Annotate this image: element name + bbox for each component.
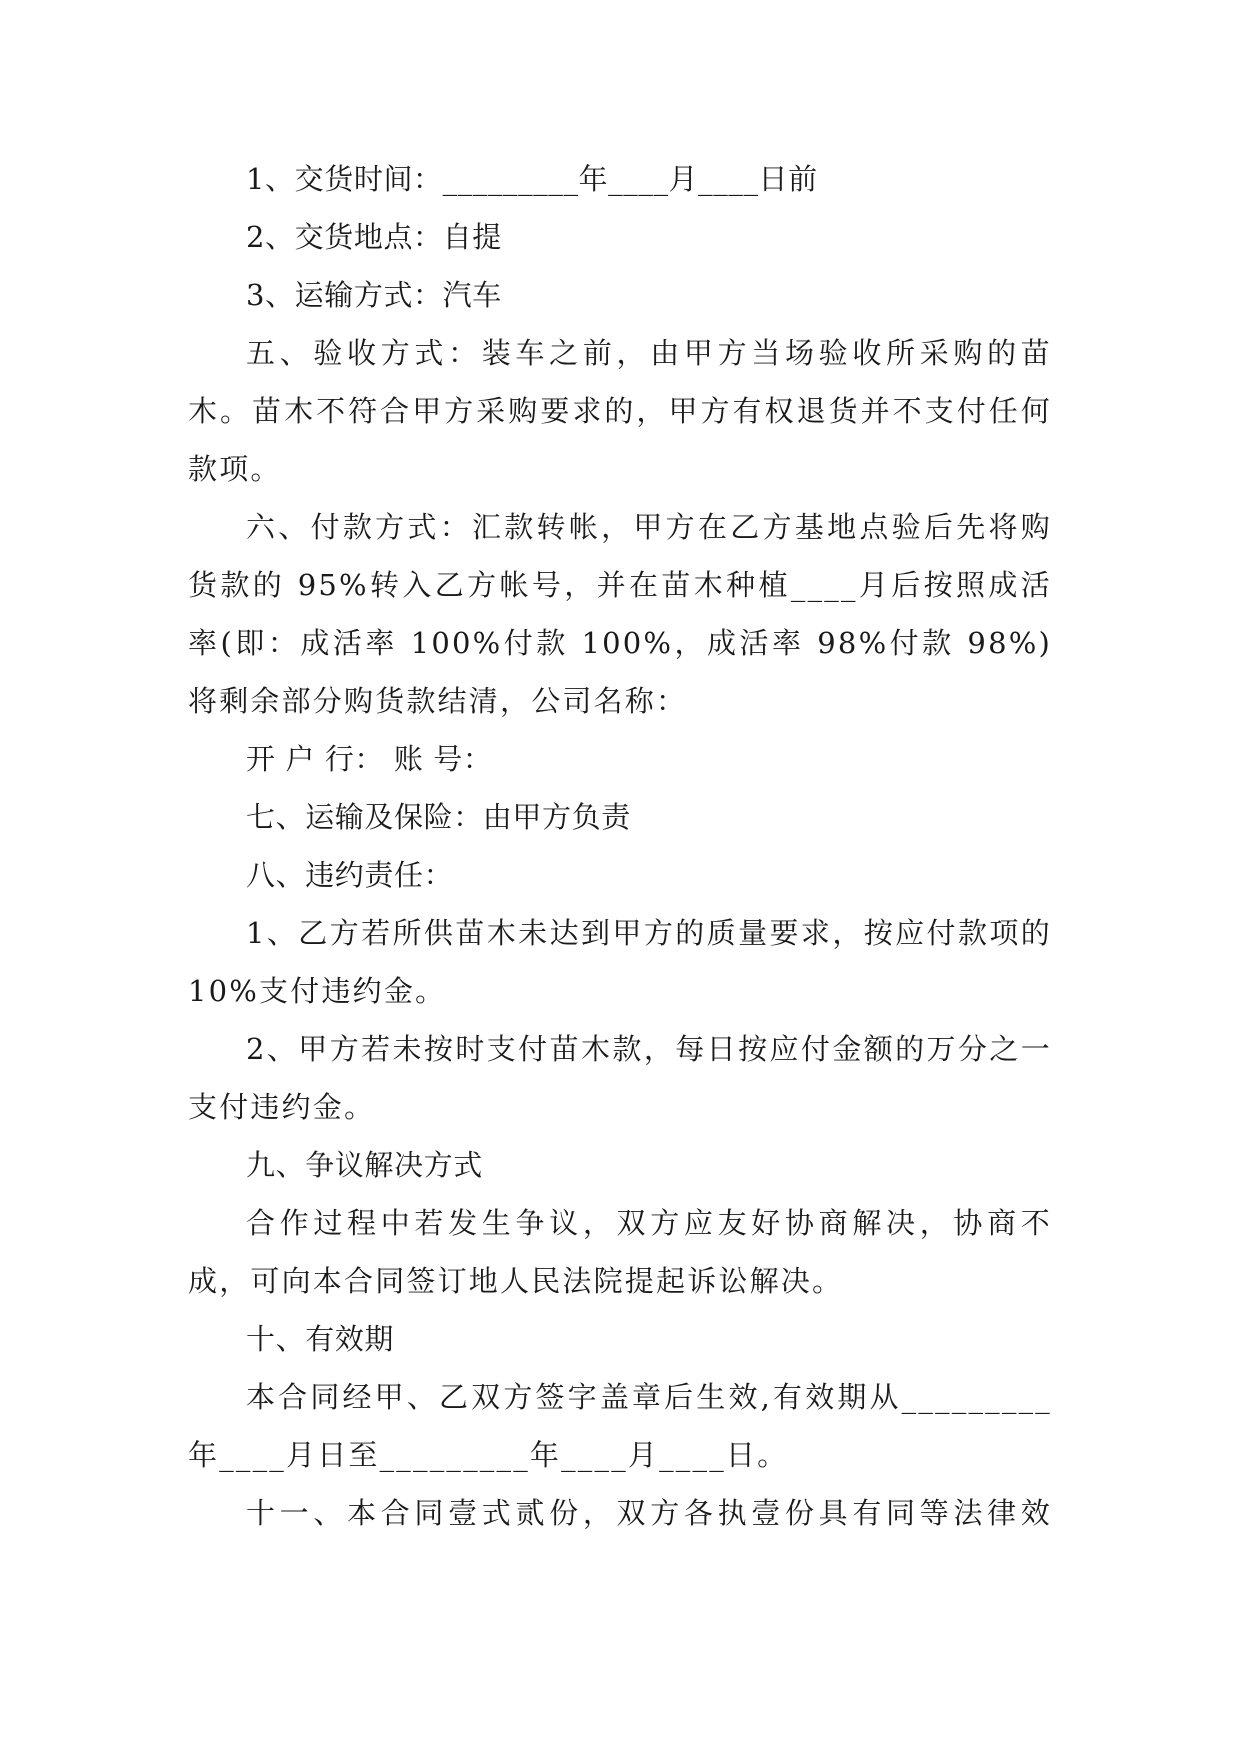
section-transport-insurance: 七、运输及保险：由甲方负责 xyxy=(246,800,631,834)
section-dispute-heading: 九、争议解决方式 xyxy=(246,1148,483,1182)
liability-item-1: 1、乙方若所供苗木未达到甲方的质量要求，按应付款项的 10%支付违约金。 xyxy=(188,916,1052,1008)
validity-text: 本合同经甲、乙双方签字盖章后生效,有效期从_________年____月日至_________年____月____日。 xyxy=(188,1380,1052,1472)
section-acceptance: 五、验收方式：装车之前，由甲方当场验收所采购的苗木。苗木不符合甲方采购要求的，甲方有权退货并不支付任何款项。 xyxy=(188,336,1052,486)
transport-method: 3、运输方式：汽车 xyxy=(246,278,502,312)
section-payment: 六、付款方式：汇款转帐，甲方在乙方基地点验后先将购货款的 95%转入乙方帐号，并在苗木种植____月后按照成活率(即：成活率 100%付款 100%，成活率 98%付款 98%)将剩余部分购货款结清，公司名称： xyxy=(188,510,1052,718)
section-validity-heading: 十、有效期 xyxy=(246,1322,395,1356)
delivery-location: 2、交货地点：自提 xyxy=(246,220,502,254)
bank-account-line: 开 户 行： 账 号： xyxy=(246,742,493,776)
liability-item-2: 2、甲方若未按时支付苗木款，每日按应付金额的万分之一支付违约金。 xyxy=(188,1032,1052,1124)
section-liability-heading: 八、违约责任： xyxy=(246,858,454,892)
dispute-text: 合作过程中若发生争议，双方应友好协商解决，协商不成，可向本合同签订地人民法院提起诉讼解决。 xyxy=(188,1206,1052,1298)
section-copies: 十一、本合同壹式贰份，双方各执壹份具有同等法律效 xyxy=(246,1496,1052,1530)
delivery-time: 1、交货时间：_________年____月____日前 xyxy=(246,162,818,196)
document-page xyxy=(188,150,1052,1542)
